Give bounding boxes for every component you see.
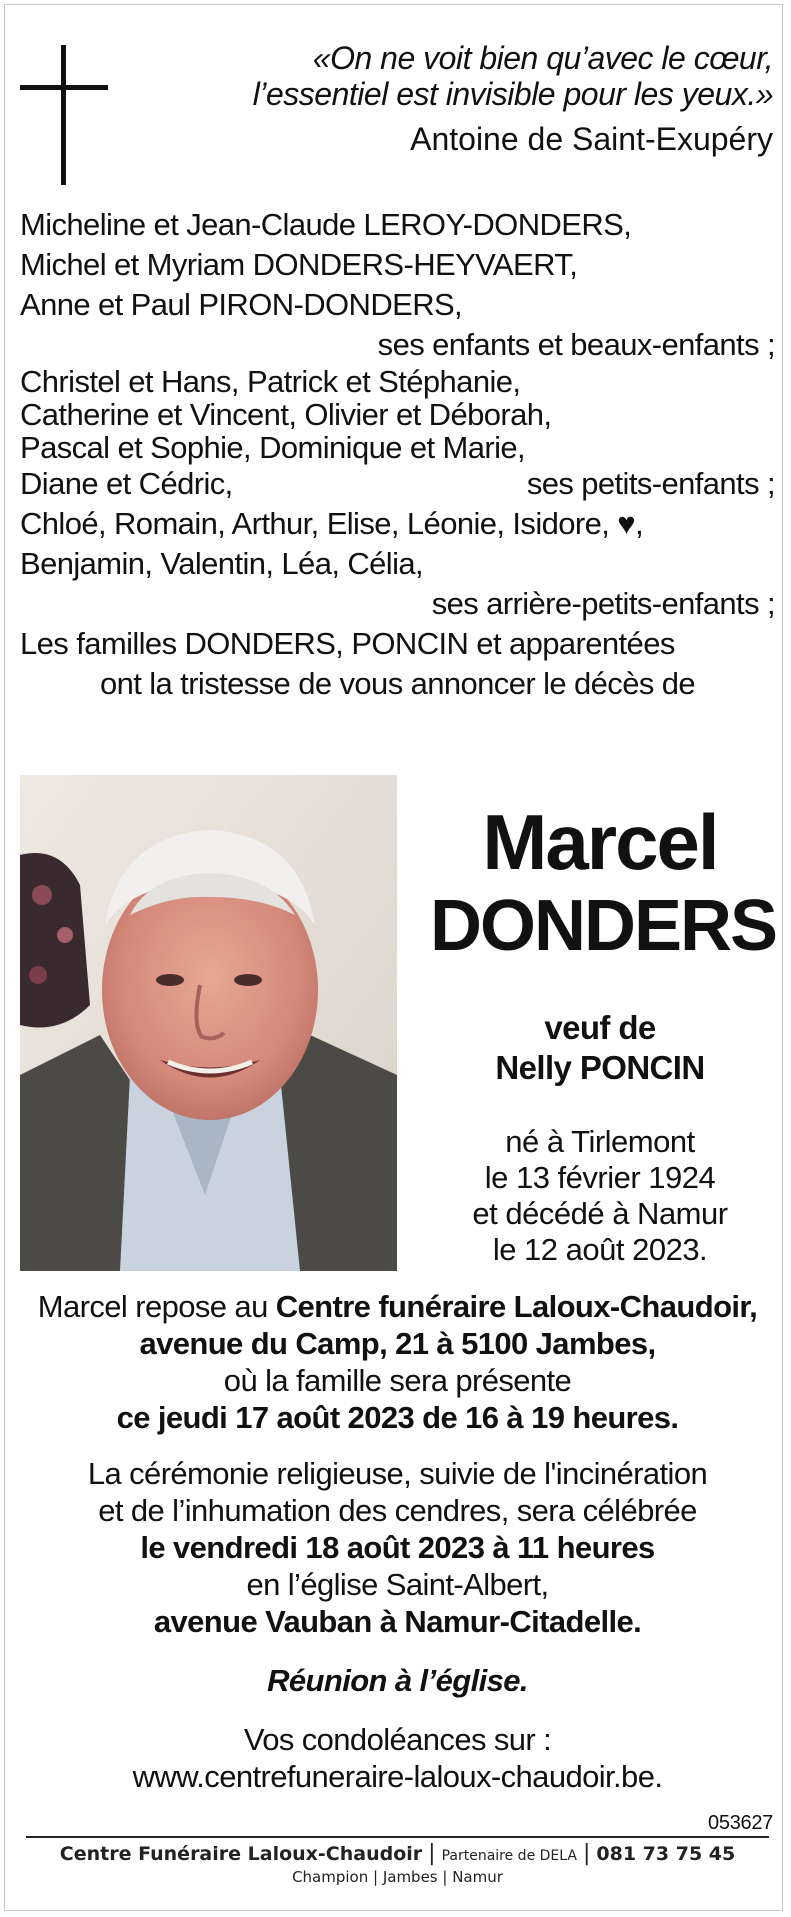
portrait-photo — [20, 775, 397, 1271]
quote-line: «On ne voit bien qu’avec le cœur, — [312, 40, 773, 76]
ceremony-address: avenue Vauban à Namur-Citadelle. — [153, 1604, 642, 1639]
family-line-with-label — [20, 464, 775, 504]
family-line: Anne et Paul PIRON-DONDERS, — [20, 287, 463, 322]
family-line: Michel et Myriam DONDERS-HEYVAERT, — [20, 247, 578, 282]
born-place: né à Tirlemont — [505, 1124, 695, 1159]
family-line: Micheline et Jean-Claude LEROY-DONDERS, — [20, 207, 632, 242]
ceremony-line: La cérémonie religieuse, suivie de l'incinération — [87, 1456, 708, 1491]
reunion-note: Réunion à l’église. — [267, 1663, 528, 1698]
visitation-time: ce jeudi 17 août 2023 de 16 à 19 heures. — [116, 1400, 679, 1435]
family-relation-label: ses petits-enfants ; — [526, 466, 775, 501]
quote — [133, 40, 773, 112]
family-line: Chloé, Romain, Arthur, Elise, Léonie, Isidore, ♥, — [20, 506, 644, 541]
family-relation-label: ses enfants et beaux-enfants ; — [377, 327, 775, 362]
family-line: Benjamin, Valentin, Léa, Célia, — [20, 546, 424, 581]
ceremony-time: le vendredi 18 août 2023 à 11 heures — [140, 1530, 655, 1565]
birth-death-block — [430, 1124, 770, 1268]
footer-phone[interactable]: 081 73 75 45 — [596, 1843, 736, 1865]
died-date: le 12 août 2023. — [492, 1232, 708, 1267]
footer-locations: Champion | Jambes | Namur — [292, 1868, 503, 1886]
born-date: le 13 février 1924 — [484, 1160, 716, 1195]
condolences-url[interactable]: www.centrefuneraire-laloux-chaudoir.be. — [132, 1759, 663, 1794]
ceremony-church: en l’église Saint-Albert, — [246, 1567, 549, 1602]
deceased-first-name: Marcel — [482, 798, 718, 886]
family-list — [20, 205, 775, 704]
quote-author: Antoine de Saint-Exupéry — [410, 121, 773, 157]
footer-partner: Partenaire de DELA — [441, 1848, 577, 1864]
spouse-name: Nelly PONCIN — [495, 1049, 705, 1086]
ceremony-line: et de l’inhumation des cendres, sera célébrée — [98, 1493, 697, 1528]
visitation-place: Centre funéraire Laloux-Chaudoir, — [275, 1289, 758, 1324]
family-line: Catherine et Vincent, Olivier et Déborah, — [20, 397, 552, 432]
family-line: Christel et Hans, Patrick et Stéphanie, — [20, 364, 521, 399]
family-line: Pascal et Sophie, Dominique et Marie, — [20, 430, 526, 465]
visitation-address: avenue du Camp, 21 à 5100 Jambes, — [139, 1326, 656, 1361]
visitation-intro: Marcel repose au — [37, 1289, 268, 1324]
family-relation-label: ses arrière-petits-enfants ; — [431, 586, 775, 621]
widow-label: veuf de — [544, 1009, 656, 1046]
reference-code: 053627 — [708, 1812, 773, 1834]
footer: Centre Funéraire Laloux-Chaudoir | Partenaire de DELA | 081 73 75 45 Champion | Jambes | Namur — [26, 1842, 769, 1886]
footer-divider — [26, 1836, 769, 1838]
condolences-label: Vos condoléances sur : — [243, 1722, 552, 1757]
deceased-last-name: DONDERS — [430, 886, 777, 966]
announcement-line: ont la tristesse de vous annoncer le décès de — [99, 666, 696, 701]
funeral-details — [20, 1288, 775, 1795]
died-place: et décédé à Namur — [472, 1196, 728, 1231]
families-line: Les familles DONDERS, PONCIN et apparentées — [20, 626, 675, 661]
footer-company: Centre Funéraire Laloux-Chaudoir — [59, 1843, 423, 1865]
widow-block — [430, 1008, 770, 1088]
family-line: Diane et Cédric, — [20, 466, 233, 501]
visitation-family-note: où la famille sera présente — [223, 1363, 572, 1398]
visitation-line — [20, 1288, 775, 1325]
quote-line: l’essentiel est invisible pour les yeux.» — [252, 76, 773, 112]
deceased-identity — [430, 798, 777, 1268]
